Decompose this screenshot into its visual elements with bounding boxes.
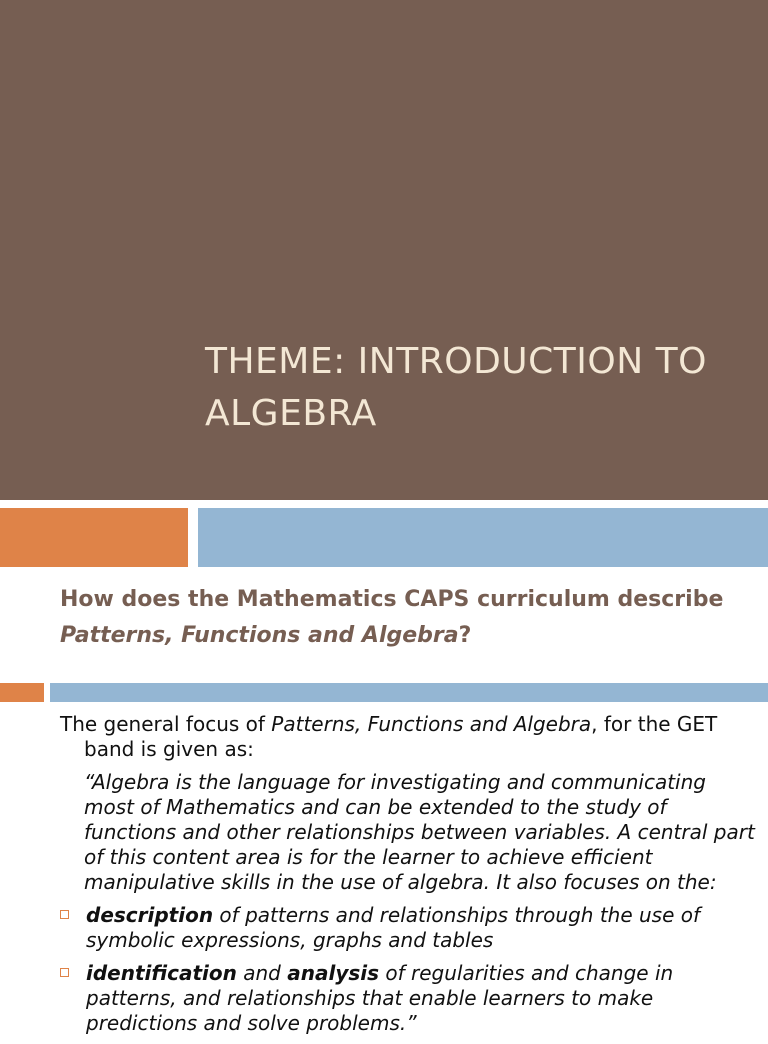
bullet-text: and [236, 961, 288, 985]
question-heading [60, 582, 750, 654]
question-suffix: ? [458, 623, 472, 648]
square-bullet-icon [60, 968, 69, 977]
bullet-list [60, 903, 760, 1036]
title-slide [0, 0, 768, 500]
body-text [60, 712, 760, 1044]
bullet-bold: identification [86, 961, 237, 985]
accent-bar-blue [198, 508, 768, 567]
divider-bar-blue [50, 683, 768, 702]
accent-bar-orange [0, 508, 188, 567]
question-prefix: How does the Mathematics CAPS curriculum describe [60, 587, 724, 612]
bullet-bold: description [86, 903, 214, 927]
intro-prefix: The general focus of [60, 712, 272, 736]
intro-suffix: , for the GET band is given as: [84, 712, 718, 761]
square-bullet-icon [60, 910, 69, 919]
slide-title: THEME: INTRODUCTION TO ALGEBRA [205, 341, 707, 434]
bullet-text: of patterns and relationships through the use of symbolic expressions, graphs and tables [86, 903, 701, 952]
intro-emphasis: Patterns, Functions and Algebra [271, 712, 592, 736]
divider-bar-orange [0, 683, 44, 702]
intro-paragraph [60, 712, 760, 762]
quote-paragraph: “Algebra is the language for investigating and communicating most of Mathematics and can be extended to the study of functions and other relationships between variables. A central part of this content area is for the learner to achieve efficient manipulative skills in the use of algebra. It also focuses on the: [84, 770, 755, 894]
list-item [60, 903, 760, 953]
question-emphasis: Patterns, Functions and Algebra [60, 623, 459, 648]
bullet-text: of regularities and change in patterns, and relationships that enable learners to make predictions and solve problems.” [86, 961, 674, 1035]
list-item [60, 961, 760, 1036]
bullet-bold: analysis [287, 961, 380, 985]
